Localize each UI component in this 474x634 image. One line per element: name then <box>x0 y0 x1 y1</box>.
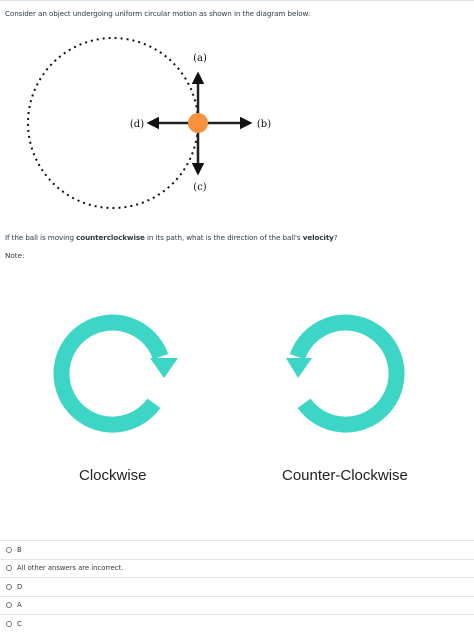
circular-motion-diagram <box>0 30 474 225</box>
answer-option-a[interactable] <box>0 596 474 615</box>
counterclockwise-label: Counter-Clockwise <box>282 467 408 484</box>
radio-button[interactable] <box>6 584 12 590</box>
answer-label: A <box>17 601 22 610</box>
radio-button[interactable] <box>6 547 12 553</box>
answer-option-d[interactable] <box>0 577 474 596</box>
label-b: (b) <box>256 119 272 130</box>
answer-label: B <box>17 545 22 554</box>
radio-button[interactable] <box>6 602 12 608</box>
question-prompt: Consider an object undergoing uniform circular motion as shown in the diagram below: <box>5 9 311 18</box>
question-emphasis-direction: counterclockwise <box>76 233 145 242</box>
question-emphasis-velocity: velocity <box>302 233 334 242</box>
ball <box>188 113 208 133</box>
answer-option-b[interactable] <box>0 540 474 559</box>
question-part-3: ? <box>333 233 338 242</box>
answer-label: C <box>17 619 22 628</box>
question-text <box>5 233 338 242</box>
answer-list <box>0 540 474 633</box>
counterclockwise-icon <box>286 323 397 425</box>
label-c: (c) <box>193 182 207 193</box>
question-part-2: in its path, what is the direction of the ball's <box>144 233 303 242</box>
answer-label: All other answers are incorrect. <box>17 564 124 573</box>
label-d: (d) <box>129 119 145 130</box>
radio-button[interactable] <box>6 621 12 627</box>
answer-option-c[interactable] <box>0 614 474 633</box>
clockwise-label: Clockwise <box>79 467 147 484</box>
rotation-legend <box>0 300 474 460</box>
answer-label: D <box>17 582 23 591</box>
clockwise-icon <box>61 323 178 425</box>
radio-button[interactable] <box>6 565 12 571</box>
note-label: Note: <box>5 251 25 260</box>
top-border <box>0 0 474 1</box>
answer-option-none[interactable] <box>0 559 474 578</box>
label-a: (a) <box>193 53 207 64</box>
question-part-1: If the ball is moving <box>5 233 77 242</box>
